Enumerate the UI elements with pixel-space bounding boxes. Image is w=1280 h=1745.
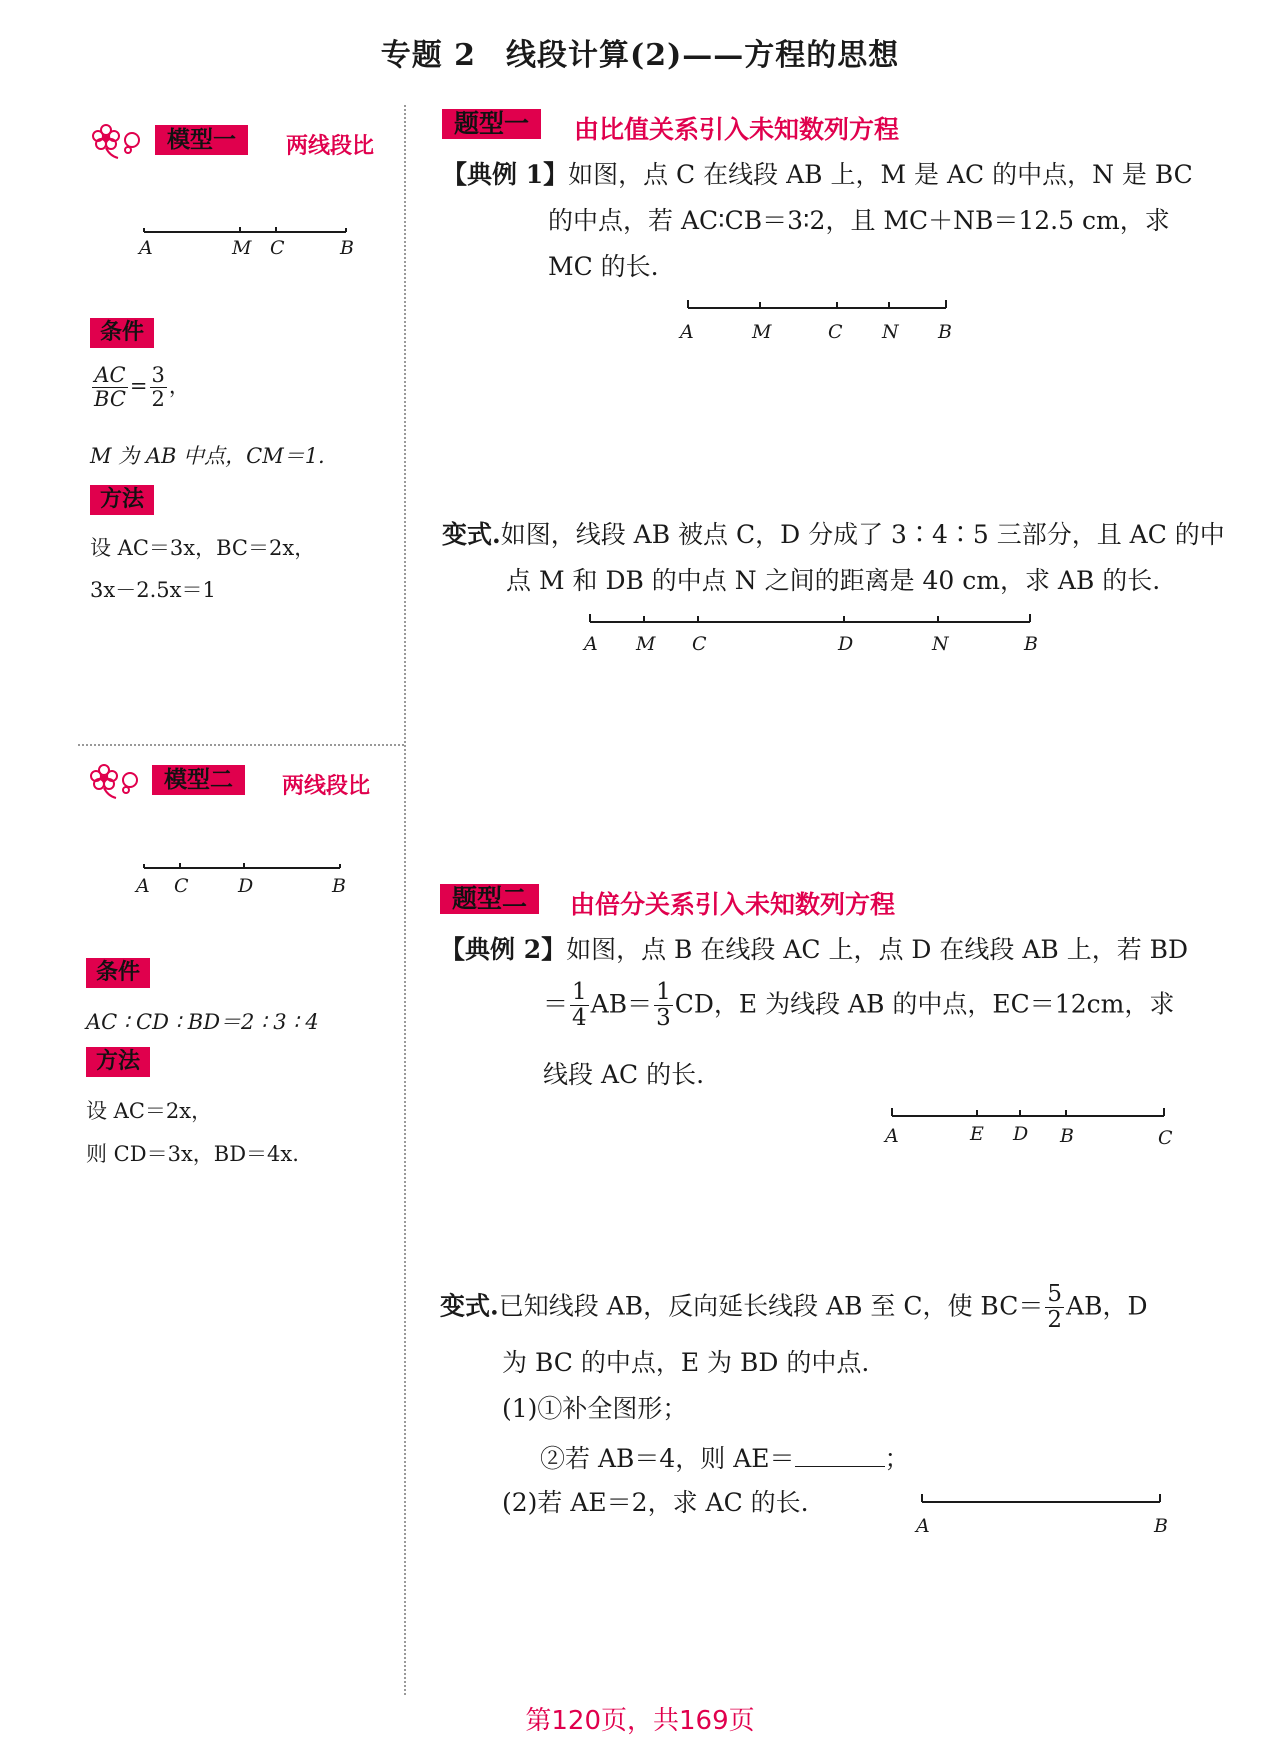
- model2-condition-label: 条件: [86, 958, 150, 988]
- type2-tag: 题型二: [440, 884, 539, 914]
- point-label: B: [938, 321, 952, 343]
- point-label: A: [885, 1125, 899, 1147]
- variant2-line2: 为 BC 的中点，E 为 BD 的中点.: [502, 1348, 870, 1377]
- point-label: A: [139, 237, 153, 258]
- variant1-line2: 点 M 和 DB 的中点 N 之间的距离是 40 cm，求 AB 的长.: [506, 566, 1161, 595]
- example2-diagram: [880, 1102, 1180, 1152]
- point-label: A: [584, 633, 598, 655]
- variant1-line1: [442, 520, 1225, 550]
- point-label: D: [238, 875, 254, 897]
- point-label: M: [636, 633, 656, 655]
- flower-icon: [86, 758, 146, 802]
- example1-label: 【典例 1】: [442, 160, 569, 189]
- frac-den: 3: [656, 1005, 671, 1032]
- variant1-diagram: [580, 608, 1040, 658]
- model1-condition-ratio: [90, 364, 190, 411]
- point-label: N: [882, 321, 899, 343]
- point-label: B: [332, 875, 346, 897]
- point-label: M: [232, 237, 252, 258]
- title-text: 线段计算(2)——方程的思想: [506, 38, 900, 73]
- vertical-divider: [404, 105, 406, 1695]
- model2-method-label: 方法: [86, 1047, 150, 1077]
- example1-line1: [442, 160, 1193, 190]
- point-label: A: [136, 875, 150, 897]
- example2-text: 如图，点 B 在线段 AC 上，点 D 在线段 AB 上，若 BD: [566, 935, 1189, 964]
- example2-line1: [440, 935, 1188, 965]
- variant2-label: 变式.: [440, 1291, 499, 1321]
- point-label: D: [838, 633, 854, 655]
- example1-text: 如图，点 C 在线段 AB 上，M 是 AC 的中点，N 是 BC: [568, 160, 1193, 189]
- example1-line2: 的中点，若 AC∶CB＝3∶2，且 MC＋NB＝12.5 cm，求: [548, 206, 1170, 235]
- point-label: C: [1158, 1127, 1173, 1149]
- example2-line3: 线段 AC 的长.: [543, 1060, 705, 1089]
- example2-label: 【典例 2】: [440, 935, 567, 964]
- variant2-question1b: [540, 1444, 910, 1474]
- model1-tag: 模型一: [155, 125, 248, 155]
- point-label: N: [932, 633, 949, 655]
- flower-icon: [88, 118, 148, 162]
- model1-subtitle: 两线段比: [286, 134, 375, 159]
- answer-blank[interactable]: [795, 1444, 885, 1467]
- frac-den: 2: [1047, 1307, 1063, 1334]
- variant2-question2: (2)若 AE＝2，求 AC 的长.: [502, 1488, 809, 1517]
- eq-sign: ＝: [543, 989, 569, 1019]
- comma: ，: [168, 374, 190, 399]
- variant2-question1: (1)①补全图形；: [502, 1394, 688, 1423]
- point-label: B: [1154, 1515, 1168, 1537]
- variant2-pre: 已知线段 AB，反向延长线段 AB 至 C，使 BC＝: [498, 1291, 1044, 1321]
- example1-diagram: [670, 294, 960, 344]
- eq-sign: =: [129, 374, 148, 399]
- model1-method-line1: 设 AC＝3x，BC＝2x，: [90, 536, 316, 560]
- point-label: D: [1013, 1123, 1029, 1145]
- model1-method-line2: 3x－2.5x＝1: [90, 578, 216, 602]
- example2-mid: AB＝: [590, 989, 653, 1019]
- variant2-diagram: [910, 1488, 1170, 1538]
- variant1-text: 如图，线段 AB 被点 C，D 分成了 3∶4∶5 三部分，且 AC 的中: [500, 520, 1225, 549]
- sidebar-divider: [78, 744, 404, 746]
- variant2-post: AB，D: [1066, 1291, 1148, 1321]
- point-label: B: [340, 237, 354, 258]
- model2-condition-ratio: AC ∶ CD ∶ BD＝2 ∶ 3 ∶ 4: [86, 1010, 319, 1034]
- model1-diagram: [130, 218, 360, 258]
- question1b-end: ；: [884, 1444, 910, 1473]
- point-label: M: [752, 321, 772, 343]
- frac-den: BC: [94, 387, 126, 412]
- model2-method-line2: 则 CD＝3x，BD＝4x.: [86, 1142, 299, 1166]
- variant2-line1: [440, 1282, 1148, 1334]
- frac-den: 2: [151, 387, 165, 412]
- frac-den: 4: [572, 1005, 587, 1032]
- type1-heading: 由比值关系引入未知数列方程: [574, 115, 900, 144]
- point-label: C: [174, 875, 189, 897]
- variant1-label: 变式.: [442, 520, 501, 549]
- point-label: C: [270, 237, 285, 258]
- page-indicator: 第120页，共169页: [525, 1706, 755, 1736]
- model2-diagram: [130, 858, 360, 898]
- frac-num: 1: [572, 979, 587, 1005]
- question1b-text: ②若 AB＝4，则 AE＝: [540, 1444, 795, 1473]
- point-label: A: [680, 321, 694, 343]
- example2-tail: CD，E 为线段 AB 的中点，EC＝12cm，求: [674, 989, 1175, 1019]
- model2-method-line1: 设 AC＝2x，: [86, 1099, 213, 1123]
- frac-num: 3: [151, 363, 165, 387]
- model1-method-label: 方法: [90, 485, 154, 515]
- point-label: C: [828, 321, 843, 343]
- type1-tag: 题型一: [442, 109, 541, 139]
- model1-condition-label: 条件: [90, 318, 154, 348]
- example1-line3: MC 的长.: [548, 252, 659, 281]
- point-label: C: [692, 633, 707, 655]
- model1-condition-midpoint: M 为 AB 中点，CM＝1.: [90, 444, 325, 468]
- model2-subtitle: 两线段比: [282, 774, 371, 799]
- frac-num: AC: [92, 364, 128, 388]
- example2-line2: [543, 980, 1174, 1032]
- point-label: E: [970, 1123, 984, 1145]
- model2-tag: 模型二: [152, 765, 245, 795]
- page-title: [0, 30, 1280, 74]
- point-label: B: [1024, 633, 1038, 655]
- title-topic: 专题 2: [380, 38, 477, 73]
- frac-num: 1: [656, 979, 671, 1005]
- point-label: B: [1060, 1125, 1074, 1147]
- type2-heading: 由倍分关系引入未知数列方程: [570, 890, 896, 919]
- point-label: A: [916, 1515, 930, 1537]
- frac-num: 5: [1047, 1281, 1063, 1307]
